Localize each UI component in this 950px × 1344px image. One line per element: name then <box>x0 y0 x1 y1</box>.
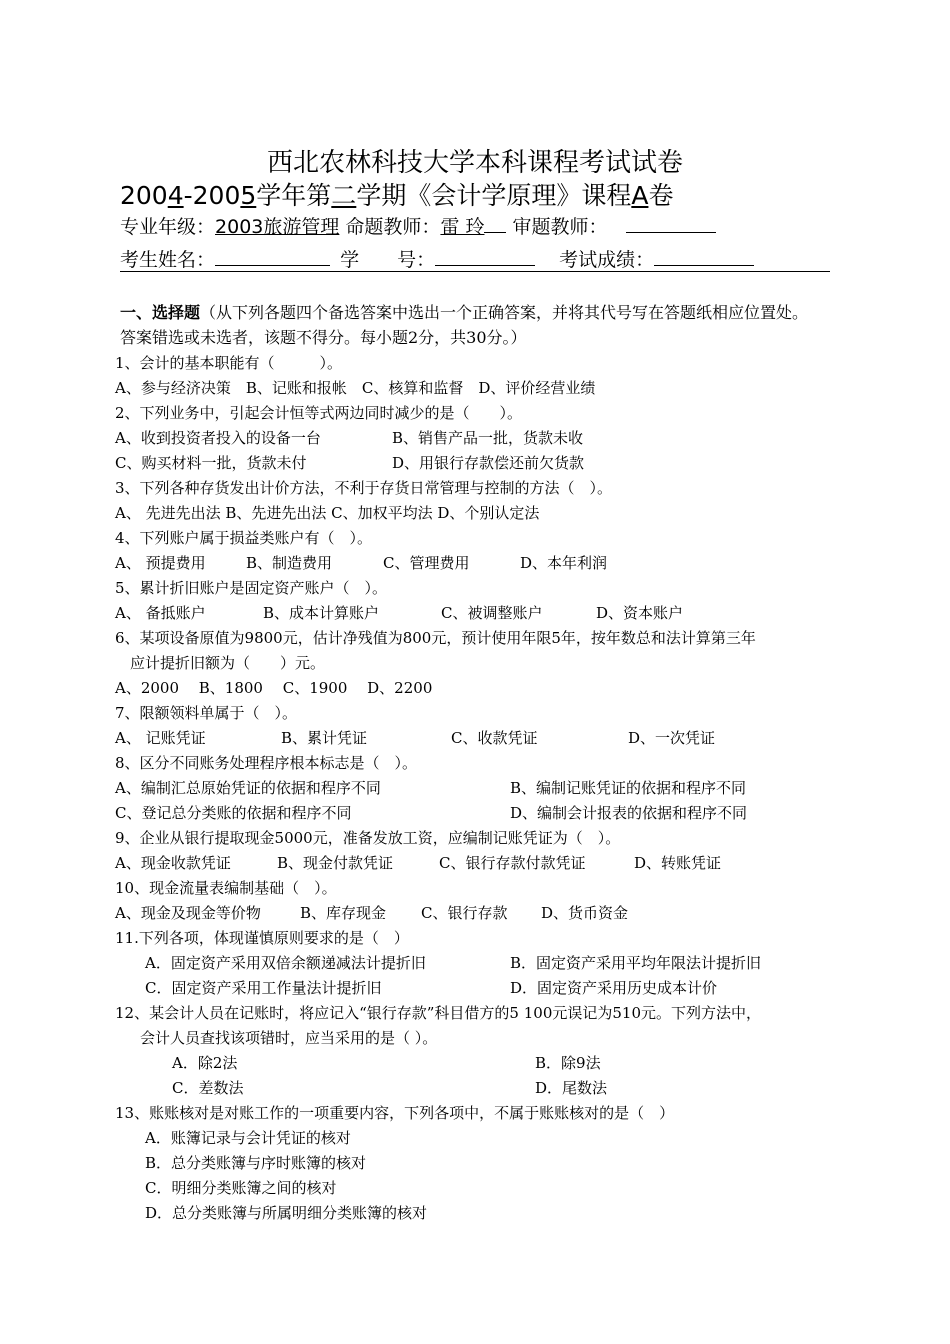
exam-info-row-2 <box>120 245 754 272</box>
question-text: A、2000 B、1800 C、1900 D、2200 <box>115 679 433 697</box>
reviewer-label: 审题教师： <box>512 216 608 238</box>
question-text: 5、累计折旧账户是固定资产账户（ ）。 <box>115 579 388 597</box>
name-label: 考生姓名： <box>120 249 216 271</box>
question-text: D、转账凭证 <box>634 854 722 872</box>
question-text: B、制造费用 <box>246 554 333 572</box>
question-text: A、现金收款凭证 <box>115 854 231 872</box>
question-text: B、累计凭证 <box>281 729 368 747</box>
subtitle-part: 二 <box>331 181 357 210</box>
question-text: 13、账账核对是对账工作的一项重要内容，下列各项中，不属于账账核对的是（ ） <box>115 1104 675 1122</box>
question-text: B、现金付款凭证 <box>277 854 394 872</box>
section-instructions-text: （从下列各题四个备选答案中选出一个正确答案，并将其代号写在答题纸相应位置处。答案错选或未选者，该题不得分。每小题2分，共30分。） <box>120 303 809 347</box>
subtitle-part: 学年第 <box>256 181 332 210</box>
question-text: 4、下列账户属于损益类账户有（ ）。 <box>115 529 373 547</box>
section-heading: 一、选择题 <box>120 303 201 322</box>
question-text: C．差数法 <box>172 1079 244 1097</box>
subtitle-part: 4 <box>167 181 184 210</box>
score-label: 考试成绩： <box>559 249 655 271</box>
question-text: D、用银行存款偿还前欠货款 <box>392 454 585 472</box>
question-text: 12、某会计人员在记账时，将应记入“银行存款”科目借方的5 100元误记为510元。下列方法中， <box>115 1004 761 1022</box>
question-text: D．总分类账簿与所属明细分类账簿的核对 <box>145 1204 428 1222</box>
header-divider <box>120 271 830 272</box>
question-text: A．固定资产采用双倍余额递减法计提折旧 <box>145 954 426 972</box>
exam-info-row-1 <box>120 212 716 239</box>
question-text: A．账簿记录与会计凭证的核对 <box>145 1129 351 1147</box>
question-text: A、 预提费用 <box>115 554 206 572</box>
question-text: D、一次凭证 <box>628 729 716 747</box>
question-text: A、 先进先出法 B、先进先出法 C、加权平均法 D、个别认定法 <box>115 504 540 522</box>
score-blank[interactable] <box>654 247 754 266</box>
question-text: B、编制记账凭证的依据和程序不同 <box>510 779 747 797</box>
question-text: A、 记账凭证 <box>115 729 206 747</box>
question-text: A、收到投资者投入的设备一台 <box>115 429 321 447</box>
question-text: B．除9法 <box>535 1054 601 1072</box>
question-text: D、编制会计报表的依据和程序不同 <box>510 804 748 822</box>
setter-blank <box>484 214 506 233</box>
question-text: C、银行存款 <box>421 904 508 922</box>
question-text: C、银行存款付款凭证 <box>439 854 586 872</box>
question-text: D．固定资产采用历史成本计价 <box>510 979 718 997</box>
question-text: 8、区分不同账务处理程序根本标志是（ ）。 <box>115 754 418 772</box>
question-text: C、购买材料一批，货款未付 <box>115 454 307 472</box>
setter-label: 命题教师： <box>345 216 441 238</box>
question-text: C、管理费用 <box>383 554 470 572</box>
id-blank[interactable] <box>435 247 535 266</box>
question-text: 1、会计的基本职能有（ ）。 <box>115 354 343 372</box>
question-text: 11.下列各项，体现谨慎原则要求的是（ ） <box>115 929 409 947</box>
subtitle-part: -200 <box>183 181 241 210</box>
question-text: B．固定资产采用平均年限法计提折旧 <box>510 954 762 972</box>
subtitle-part: 学期《会计学原理》课程 <box>356 181 632 210</box>
subtitle-part: 200 <box>120 181 168 210</box>
exam-subtitle <box>120 176 673 212</box>
id-label: 学 号： <box>340 249 436 271</box>
question-text: 应计提折旧额为（ ）元。 <box>130 654 326 672</box>
question-text: A．除2法 <box>172 1054 238 1072</box>
question-text: D、货币资金 <box>541 904 629 922</box>
question-text: 3、下列各种存货发出计价方法，不利于存货日常管理与控制的方法（ ）。 <box>115 479 613 497</box>
question-text: C、登记总分类账的依据和程序不同 <box>115 804 352 822</box>
section-instructions <box>120 300 820 350</box>
subtitle-part: A <box>631 181 649 210</box>
question-text: B、成本计算账户 <box>263 604 380 622</box>
subtitle-part: 卷 <box>648 181 674 210</box>
subtitle-part: 5 <box>240 181 257 210</box>
question-text: D．尾数法 <box>535 1079 608 1097</box>
question-text: A、编制汇总原始凭证的依据和程序不同 <box>115 779 381 797</box>
exam-title: 西北农林科技大学本科课程考试试卷 <box>266 148 683 178</box>
question-text: D、本年利润 <box>520 554 608 572</box>
question-text: 会计人员查找该项错时，应当采用的是（ ）。 <box>140 1029 438 1047</box>
question-text: 2、下列业务中，引起会计恒等式两边同时减少的是（ ）。 <box>115 404 523 422</box>
major-value: 2003旅游管理 <box>215 216 340 238</box>
question-text: A、参与经济决策 B、记账和报帐 C、核算和监督 D、评价经营业绩 <box>115 379 596 397</box>
question-text: C、被调整账户 <box>441 604 543 622</box>
question-text: A、现金及现金等价物 <box>115 904 261 922</box>
question-text: 7、限额领料单属于（ ）。 <box>115 704 298 722</box>
question-text: C、收款凭证 <box>451 729 538 747</box>
question-text: B、库存现金 <box>300 904 387 922</box>
name-blank[interactable] <box>215 247 330 266</box>
major-label: 专业年级： <box>120 216 216 238</box>
question-text: 9、企业从银行提取现金5000元，准备发放工资，应编制记账凭证为（ ）。 <box>115 829 621 847</box>
question-text: B．总分类账簿与序时账簿的核对 <box>145 1154 367 1172</box>
question-text: B、销售产品一批，货款未收 <box>392 429 584 447</box>
question-text: 10、现金流量表编制基础（ ）。 <box>115 879 337 897</box>
setter-value: 雷 玲 <box>440 216 485 238</box>
question-text: C．固定资产采用工作量法计提折旧 <box>145 979 382 997</box>
question-text: A、 备抵账户 <box>115 604 206 622</box>
reviewer-blank[interactable] <box>626 214 716 233</box>
question-text: C．明细分类账簿之间的核对 <box>145 1179 337 1197</box>
question-text: 6、某项设备原值为9800元，估计净残值为800元，预计使用年限5年，按年数总和法计算第三年 <box>115 629 756 647</box>
question-text: D、资本账户 <box>596 604 684 622</box>
